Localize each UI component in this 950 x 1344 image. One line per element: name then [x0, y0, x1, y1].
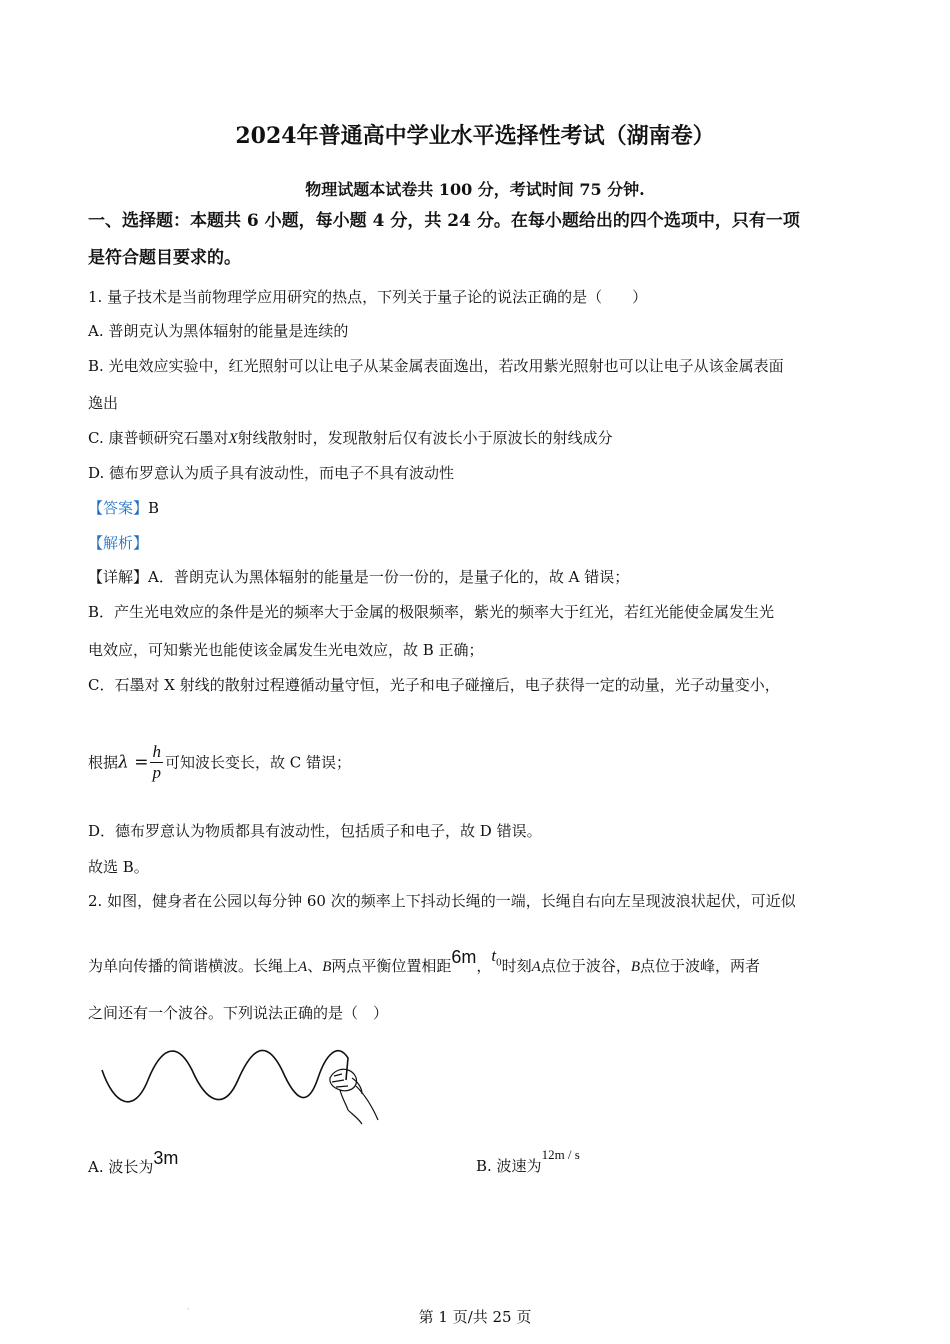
detail-c-line1: C．石墨对 X 射线的散射过程遵循动量守恒，光子和电子碰撞后，电子获得一定的动量，光子动量变小， — [88, 676, 780, 694]
q2-stem-part-a: 为单向传播的简谐横波。长绳上 — [88, 957, 299, 975]
detail-c-post: 可知波长变长，故 C 错误； — [164, 753, 351, 772]
q1-option-b-line1: B. 光电效应实验中，红光照射可以让电子从某金属表面逸出，若改用紫光照射也可以让电子从该金属表面 — [88, 357, 784, 375]
detail-b-line1: B．产生光电效应的条件是光的频率大于金属的极限频率，紫光的频率大于红光，若红光能使金属发生光 — [88, 603, 775, 621]
page-footer: 第 1 页/共 25 页 — [418, 1308, 532, 1326]
q2-stem-line3: 之间还有一个波谷。下列说法正确的是（ ） — [88, 1004, 389, 1022]
answer-tag: 【答案】 — [88, 499, 149, 517]
q2-stem-part-e: 点位于波峰，两者 — [640, 957, 761, 975]
t0-base: t — [491, 946, 497, 965]
q2-option-b-value: 12m / s — [541, 1147, 580, 1162]
exam-title: 2024年普通高中学业水平选择性考试（湖南卷） — [235, 123, 715, 149]
q2-stem-part-b: 两点平衡位置相距 — [331, 957, 452, 975]
q2-option-b — [476, 1147, 580, 1177]
q2-stem-line2 — [88, 946, 761, 982]
detail-c-pre: 根据 — [88, 753, 119, 772]
q2-var-a-2: A — [531, 959, 541, 975]
q1-option-c-post: 射线散射时，发现散射后仅有波长小于原波长的射线成分 — [237, 429, 613, 447]
q2-option-b-label: B. 波速为 — [476, 1157, 542, 1175]
stray-mark: · — [187, 1305, 190, 1314]
q1-option-c-var: X — [228, 431, 238, 447]
q2-option-a — [88, 1148, 179, 1177]
q2-comma: ， — [476, 957, 492, 975]
q1-option-a: A. 普朗克认为黑体辐射的能量是连续的 — [88, 322, 349, 340]
t0-sub: 0 — [496, 956, 502, 969]
section-heading-line2: 是符合题目要求的。 — [88, 248, 241, 268]
formula-fraction — [150, 742, 163, 783]
formula-lhs: λ = — [118, 752, 149, 773]
q1-option-c-pre: C. 康普顿研究石墨对 — [88, 429, 229, 447]
q2-var-a: A — [298, 959, 308, 975]
q2-distance: 6m — [451, 947, 477, 967]
conclusion: 故选 B。 — [88, 858, 149, 876]
q2-stem-part-c: 时刻 — [501, 957, 532, 975]
q2-stem-part-d: 点位于波谷， — [540, 957, 631, 975]
detail-c-line2 — [88, 742, 351, 783]
analysis-tag: 【解析】 — [88, 534, 149, 552]
formula-numerator: h — [152, 742, 161, 761]
q1-stem: 1. 量子技术是当前物理学应用研究的热点，下列关于量子论的说法正确的是（ ） — [88, 288, 648, 306]
q1-option-c — [88, 428, 613, 449]
q2-var-b-2: B — [630, 959, 641, 975]
q2-option-a-label: A. 波长为 — [88, 1158, 154, 1176]
detail-d: D．德布罗意认为物质都具有波动性，包括质子和电子，故 D 错误。 — [88, 822, 542, 840]
q2-t0 — [491, 946, 502, 969]
q1-option-d: D. 德布罗意认为质子具有波动性，而电子不具有波动性 — [88, 464, 455, 482]
section-heading-line1: 一、选择题：本题共 6 小题，每小题 4 分，共 24 分。在每小题给出的四个选项中，只有一项 — [88, 211, 800, 231]
q1-option-b-line2: 逸出 — [88, 394, 119, 412]
formula-denominator: p — [152, 763, 161, 782]
q2-sep: 、 — [307, 957, 323, 975]
q2-var-b: B — [322, 959, 332, 975]
exam-subtitle: 物理试题本试卷共 100 分，考试时间 75 分钟. — [305, 180, 645, 199]
rope-wave — [102, 1050, 348, 1101]
hand-icon — [330, 1069, 378, 1124]
q2-option-a-value: 3m — [153, 1148, 179, 1168]
q1-answer — [88, 498, 159, 518]
rope-wave-figure — [96, 1040, 396, 1130]
detail-b-line2: 电效应，可知紫光也能使该金属发生光电效应，故 B 正确； — [88, 641, 484, 659]
answer-value: B — [148, 499, 160, 517]
detail-a: 【详解】A．普朗克认为黑体辐射的能量是一份一份的，是量子化的，故 A 错误； — [88, 568, 630, 586]
q2-stem-line1: 2. 如图，健身者在公园以每分钟 60 次的频率上下抖动长绳的一端，长绳自右向左呈现波浪状起伏，可近似 — [88, 892, 796, 910]
